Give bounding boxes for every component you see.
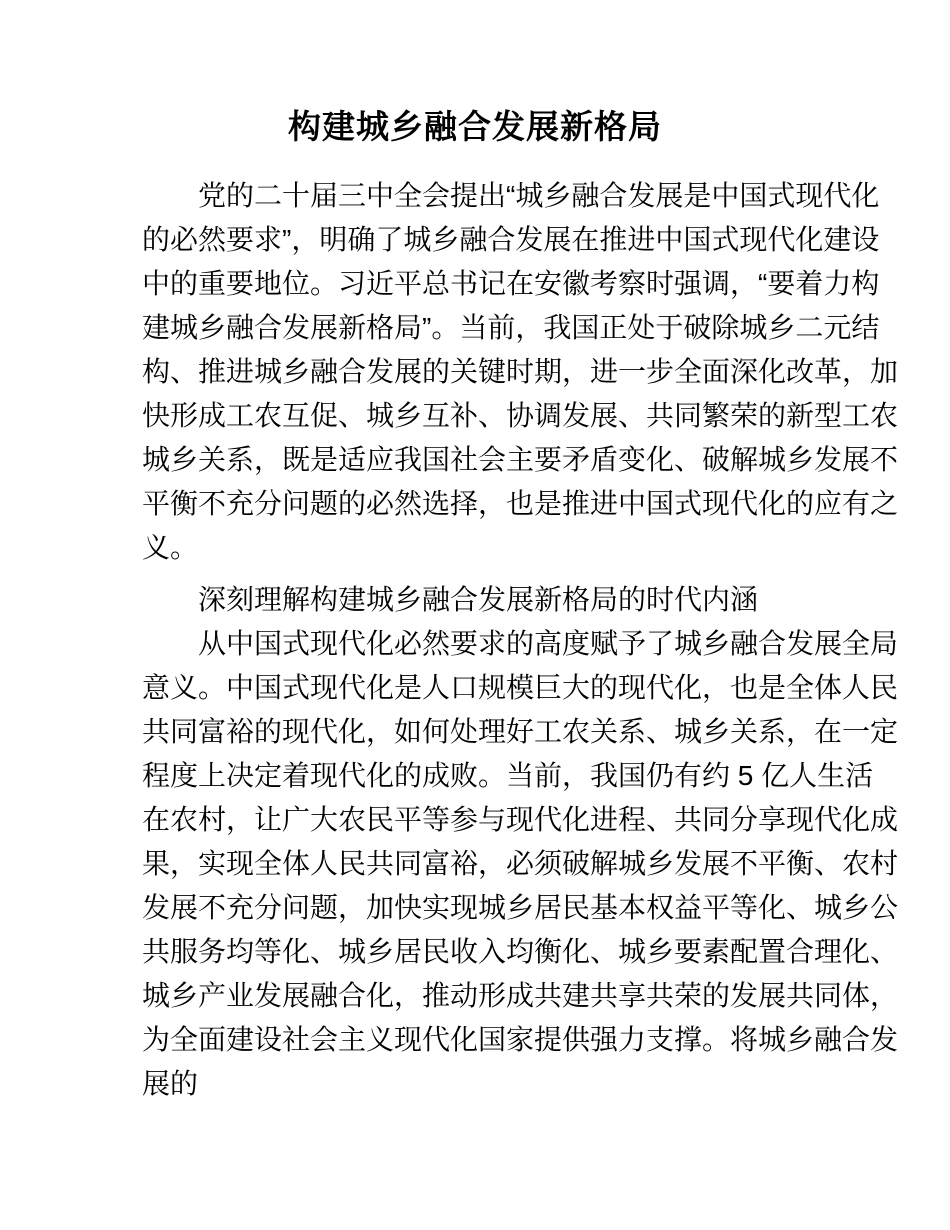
document-title: 构建城乡融合发展新格局 [288, 108, 662, 145]
text-line: 城乡产业发展融合化，推动形成共建共享共荣的发展共同体， [142, 980, 899, 1011]
text-line: 城乡关系，既是适应我国社会主要矛盾变化、破解城乡发展不 [142, 444, 899, 475]
text-line: 共同富裕的现代化，如何处理好工农关系、城乡关系，在一定 [142, 716, 899, 747]
text-line: 在农村，让广大农民平等参与现代化进程、共同分享现代化成 [142, 804, 899, 835]
text-line: 建城乡融合发展新格局”。当前，我国正处于破除城乡二元结 [142, 312, 880, 343]
text-line: 义。 [142, 532, 199, 563]
paragraph-1 [142, 174, 899, 570]
text-column [142, 174, 899, 1106]
text-line: 的必然要求”，明确了城乡融合发展在推进中国式现代化建设 [142, 224, 880, 255]
text-line: 展的 [142, 1068, 199, 1099]
text-line: 为全面建设社会主义现代化国家提供强力支撑。将城乡融合发 [142, 1024, 899, 1055]
text-line: 党的二十届三中全会提出“城乡融合发展是中国式现代化 [198, 180, 880, 211]
text-line: 快形成工农互促、城乡互补、协调发展、共同繁荣的新型工农 [142, 400, 899, 431]
text-line: 意义。中国式现代化是人口规模巨大的现代化，也是全体人民 [142, 672, 899, 703]
section-heading: 深刻理解构建城乡融合发展新格局的时代内涵 [198, 584, 759, 615]
text-line: 程度上决定着现代化的成败。当前，我国仍有约 5 亿人生活 [142, 760, 874, 791]
text-line: 中的重要地位。习近平总书记在安徽考察时强调，“要着力构 [142, 268, 880, 299]
text-line: 构、推进城乡融合发展的关键时期，进一步全面深化改革，加 [142, 356, 899, 387]
text-line: 共服务均等化、城乡居民收入均衡化、城乡要素配置合理化、 [142, 936, 899, 967]
text-line: 果，实现全体人民共同富裕，必须破解城乡发展不平衡、农村 [142, 848, 899, 879]
text-line: 平衡不充分问题的必然选择，也是推进中国式现代化的应有之 [142, 488, 899, 519]
text-line: 发展不充分问题，加快实现城乡居民基本权益平等化、城乡公 [142, 892, 899, 923]
paragraph-2 [142, 622, 899, 1106]
text-line: 从中国式现代化必然要求的高度赋予了城乡融合发展全局 [198, 628, 899, 659]
